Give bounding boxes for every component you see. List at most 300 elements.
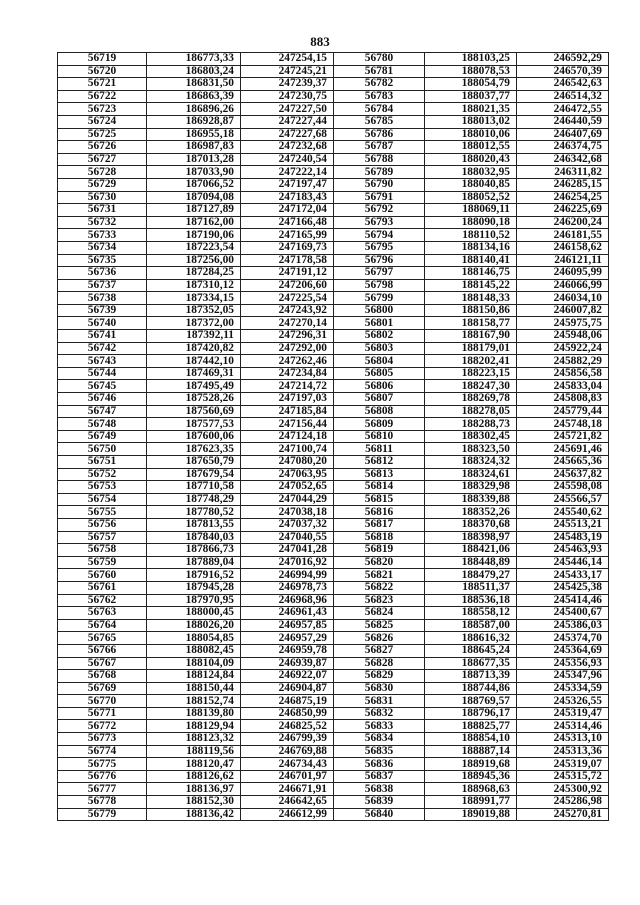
x-coordinate-left-cell: 186863,39 — [147, 90, 241, 103]
x-coordinate-left-cell: 186955,18 — [147, 128, 241, 141]
x-coordinate-right-cell: 188167,90 — [425, 330, 517, 343]
x-coordinate-right-cell: 188247,30 — [425, 380, 517, 393]
y-coordinate-left-cell: 247044,29 — [241, 493, 334, 506]
point-number-right-cell: 56801 — [334, 317, 425, 330]
y-coordinate-right-cell: 245334,59 — [517, 682, 609, 695]
point-number-right-cell: 56817 — [334, 518, 425, 531]
y-coordinate-right-cell: 246158,62 — [517, 241, 609, 254]
y-coordinate-left-cell: 247254,15 — [241, 53, 334, 66]
point-number-left-cell: 56731 — [58, 204, 147, 217]
y-coordinate-right-cell: 246095,99 — [517, 267, 609, 280]
y-coordinate-left-cell: 247239,37 — [241, 78, 334, 91]
y-coordinate-right-cell: 245833,04 — [517, 380, 609, 393]
x-coordinate-right-cell: 188040,85 — [425, 178, 517, 191]
table-row — [58, 607, 609, 620]
y-coordinate-left-cell: 247063,95 — [241, 468, 334, 481]
point-number-left-cell: 56776 — [58, 770, 147, 783]
x-coordinate-right-cell: 188179,01 — [425, 342, 517, 355]
x-coordinate-left-cell: 187013,28 — [147, 153, 241, 166]
x-coordinate-right-cell: 188010,06 — [425, 128, 517, 141]
point-number-left-cell: 56758 — [58, 544, 147, 557]
point-number-left-cell: 56767 — [58, 657, 147, 670]
table-row — [58, 90, 609, 103]
x-coordinate-left-cell: 187780,52 — [147, 506, 241, 519]
y-coordinate-right-cell: 245315,72 — [517, 770, 609, 783]
y-coordinate-right-cell: 245483,19 — [517, 531, 609, 544]
point-number-right-cell: 56834 — [334, 733, 425, 746]
y-coordinate-left-cell: 246671,91 — [241, 783, 334, 796]
y-coordinate-left-cell: 247052,65 — [241, 481, 334, 494]
y-coordinate-left-cell: 247227,50 — [241, 103, 334, 116]
y-coordinate-left-cell: 247166,48 — [241, 216, 334, 229]
y-coordinate-left-cell: 247243,92 — [241, 304, 334, 317]
y-coordinate-left-cell: 247016,92 — [241, 556, 334, 569]
table-row — [58, 644, 609, 657]
y-coordinate-right-cell: 245779,44 — [517, 405, 609, 418]
x-coordinate-right-cell: 188054,79 — [425, 78, 517, 91]
x-coordinate-left-cell: 188136,42 — [147, 808, 241, 821]
x-coordinate-right-cell: 188269,78 — [425, 393, 517, 406]
y-coordinate-right-cell: 245364,69 — [517, 644, 609, 657]
point-number-right-cell: 56822 — [334, 581, 425, 594]
point-number-right-cell: 56789 — [334, 166, 425, 179]
x-coordinate-left-cell: 188054,85 — [147, 632, 241, 645]
point-number-left-cell: 56754 — [58, 493, 147, 506]
x-coordinate-left-cell: 187310,12 — [147, 279, 241, 292]
point-number-right-cell: 56791 — [334, 191, 425, 204]
table-row — [58, 115, 609, 128]
y-coordinate-left-cell: 247037,32 — [241, 518, 334, 531]
y-coordinate-left-cell: 247234,84 — [241, 367, 334, 380]
table-row — [58, 632, 609, 645]
point-number-left-cell: 56760 — [58, 569, 147, 582]
x-coordinate-left-cell: 186773,33 — [147, 53, 241, 66]
x-coordinate-right-cell: 188150,86 — [425, 304, 517, 317]
x-coordinate-right-cell: 188324,32 — [425, 456, 517, 469]
y-coordinate-right-cell: 245313,36 — [517, 745, 609, 758]
point-number-left-cell: 56764 — [58, 619, 147, 632]
y-coordinate-left-cell: 246825,52 — [241, 720, 334, 733]
point-number-left-cell: 56746 — [58, 393, 147, 406]
table-row — [58, 342, 609, 355]
y-coordinate-left-cell: 246850,99 — [241, 707, 334, 720]
x-coordinate-right-cell: 188146,75 — [425, 267, 517, 280]
table-row — [58, 229, 609, 242]
point-number-left-cell: 56725 — [58, 128, 147, 141]
x-coordinate-left-cell: 187066,52 — [147, 178, 241, 191]
point-number-right-cell: 56796 — [334, 254, 425, 267]
x-coordinate-left-cell: 187127,89 — [147, 204, 241, 217]
table-row — [58, 292, 609, 305]
y-coordinate-left-cell: 246612,99 — [241, 808, 334, 821]
table-row — [58, 241, 609, 254]
y-coordinate-right-cell: 246570,39 — [517, 65, 609, 78]
x-coordinate-left-cell: 187352,05 — [147, 304, 241, 317]
point-number-right-cell: 56806 — [334, 380, 425, 393]
x-coordinate-right-cell: 188769,57 — [425, 695, 517, 708]
x-coordinate-right-cell: 188448,89 — [425, 556, 517, 569]
y-coordinate-left-cell: 247165,99 — [241, 229, 334, 242]
y-coordinate-left-cell: 246968,96 — [241, 594, 334, 607]
x-coordinate-left-cell: 187840,03 — [147, 531, 241, 544]
point-number-left-cell: 56733 — [58, 229, 147, 242]
x-coordinate-right-cell: 188511,37 — [425, 581, 517, 594]
table-row — [58, 796, 609, 809]
y-coordinate-left-cell: 247156,44 — [241, 418, 334, 431]
point-number-left-cell: 56768 — [58, 670, 147, 683]
x-coordinate-right-cell: 188677,35 — [425, 657, 517, 670]
coordinates-table — [57, 52, 609, 821]
x-coordinate-left-cell: 186803,24 — [147, 65, 241, 78]
x-coordinate-left-cell: 186987,83 — [147, 141, 241, 154]
y-coordinate-right-cell: 245414,46 — [517, 594, 609, 607]
point-number-left-cell: 56722 — [58, 90, 147, 103]
table-row — [58, 405, 609, 418]
y-coordinate-right-cell: 245566,57 — [517, 493, 609, 506]
point-number-left-cell: 56726 — [58, 141, 147, 154]
y-coordinate-right-cell: 245637,82 — [517, 468, 609, 481]
y-coordinate-right-cell: 245386,03 — [517, 619, 609, 632]
table-row — [58, 141, 609, 154]
y-coordinate-right-cell: 246066,99 — [517, 279, 609, 292]
table-row — [58, 78, 609, 91]
y-coordinate-right-cell: 245856,58 — [517, 367, 609, 380]
x-coordinate-right-cell: 188078,53 — [425, 65, 517, 78]
y-coordinate-right-cell: 246200,24 — [517, 216, 609, 229]
y-coordinate-right-cell: 246121,11 — [517, 254, 609, 267]
y-coordinate-left-cell: 247227,68 — [241, 128, 334, 141]
table-row — [58, 783, 609, 796]
x-coordinate-left-cell: 187334,15 — [147, 292, 241, 305]
point-number-right-cell: 56786 — [334, 128, 425, 141]
table-row — [58, 733, 609, 746]
point-number-left-cell: 56723 — [58, 103, 147, 116]
page-number: 883 — [310, 34, 330, 49]
y-coordinate-right-cell: 246514,32 — [517, 90, 609, 103]
y-coordinate-left-cell: 247124,18 — [241, 430, 334, 443]
x-coordinate-left-cell: 188026,20 — [147, 619, 241, 632]
y-coordinate-right-cell: 246034,10 — [517, 292, 609, 305]
table-row — [58, 808, 609, 821]
table-row — [58, 569, 609, 582]
y-coordinate-right-cell: 245540,62 — [517, 506, 609, 519]
y-coordinate-left-cell: 246769,88 — [241, 745, 334, 758]
table-row — [58, 216, 609, 229]
table-row — [58, 153, 609, 166]
point-number-right-cell: 56809 — [334, 418, 425, 431]
point-number-left-cell: 56777 — [58, 783, 147, 796]
x-coordinate-left-cell: 188082,45 — [147, 644, 241, 657]
x-coordinate-right-cell: 188090,18 — [425, 216, 517, 229]
table-row — [58, 770, 609, 783]
y-coordinate-left-cell: 246959,78 — [241, 644, 334, 657]
point-number-right-cell: 56785 — [334, 115, 425, 128]
point-number-left-cell: 56719 — [58, 53, 147, 66]
x-coordinate-right-cell: 188020,43 — [425, 153, 517, 166]
table-row — [58, 191, 609, 204]
y-coordinate-left-cell: 247232,68 — [241, 141, 334, 154]
y-coordinate-right-cell: 245313,10 — [517, 733, 609, 746]
point-number-right-cell: 56792 — [334, 204, 425, 217]
point-number-right-cell: 56805 — [334, 367, 425, 380]
x-coordinate-right-cell: 188713,39 — [425, 670, 517, 683]
y-coordinate-right-cell: 245300,92 — [517, 783, 609, 796]
point-number-right-cell: 56830 — [334, 682, 425, 695]
y-coordinate-right-cell: 245446,14 — [517, 556, 609, 569]
x-coordinate-right-cell: 188302,45 — [425, 430, 517, 443]
point-number-left-cell: 56771 — [58, 707, 147, 720]
point-number-left-cell: 56727 — [58, 153, 147, 166]
table-row — [58, 758, 609, 771]
y-coordinate-right-cell: 245270,81 — [517, 808, 609, 821]
point-number-left-cell: 56762 — [58, 594, 147, 607]
y-coordinate-right-cell: 246181,55 — [517, 229, 609, 242]
table-row — [58, 254, 609, 267]
point-number-right-cell: 56799 — [334, 292, 425, 305]
x-coordinate-right-cell: 188145,22 — [425, 279, 517, 292]
x-coordinate-left-cell: 187420,82 — [147, 342, 241, 355]
x-coordinate-right-cell: 188968,63 — [425, 783, 517, 796]
x-coordinate-right-cell: 188202,41 — [425, 355, 517, 368]
point-number-left-cell: 56779 — [58, 808, 147, 821]
table-row — [58, 493, 609, 506]
x-coordinate-right-cell: 189019,88 — [425, 808, 517, 821]
table-row — [58, 393, 609, 406]
table-row — [58, 103, 609, 116]
y-coordinate-left-cell: 246957,85 — [241, 619, 334, 632]
y-coordinate-right-cell: 246542,63 — [517, 78, 609, 91]
point-number-right-cell: 56818 — [334, 531, 425, 544]
x-coordinate-left-cell: 187162,00 — [147, 216, 241, 229]
y-coordinate-left-cell: 247080,20 — [241, 456, 334, 469]
y-coordinate-right-cell: 246342,68 — [517, 153, 609, 166]
point-number-left-cell: 56757 — [58, 531, 147, 544]
table-row — [58, 166, 609, 179]
point-number-left-cell: 56774 — [58, 745, 147, 758]
point-number-right-cell: 56811 — [334, 443, 425, 456]
table-row — [58, 178, 609, 191]
point-number-left-cell: 56766 — [58, 644, 147, 657]
y-coordinate-right-cell: 246007,82 — [517, 304, 609, 317]
point-number-left-cell: 56742 — [58, 342, 147, 355]
point-number-right-cell: 56835 — [334, 745, 425, 758]
point-number-right-cell: 56819 — [334, 544, 425, 557]
point-number-right-cell: 56795 — [334, 241, 425, 254]
x-coordinate-left-cell: 188150,44 — [147, 682, 241, 695]
y-coordinate-right-cell: 245356,93 — [517, 657, 609, 670]
point-number-right-cell: 56824 — [334, 607, 425, 620]
x-coordinate-right-cell: 188037,77 — [425, 90, 517, 103]
table-row — [58, 367, 609, 380]
y-coordinate-right-cell: 245314,46 — [517, 720, 609, 733]
table-row — [58, 594, 609, 607]
point-number-left-cell: 56739 — [58, 304, 147, 317]
table-row — [58, 531, 609, 544]
x-coordinate-right-cell: 188645,24 — [425, 644, 517, 657]
x-coordinate-right-cell: 188223,15 — [425, 367, 517, 380]
y-coordinate-left-cell: 247169,73 — [241, 241, 334, 254]
x-coordinate-right-cell: 188370,68 — [425, 518, 517, 531]
y-coordinate-left-cell: 246957,29 — [241, 632, 334, 645]
y-coordinate-right-cell: 246472,55 — [517, 103, 609, 116]
x-coordinate-right-cell: 188479,27 — [425, 569, 517, 582]
x-coordinate-left-cell: 187679,54 — [147, 468, 241, 481]
point-number-left-cell: 56773 — [58, 733, 147, 746]
x-coordinate-left-cell: 187916,52 — [147, 569, 241, 582]
point-number-left-cell: 56738 — [58, 292, 147, 305]
point-number-right-cell: 56781 — [334, 65, 425, 78]
x-coordinate-left-cell: 187094,08 — [147, 191, 241, 204]
y-coordinate-left-cell: 247197,47 — [241, 178, 334, 191]
x-coordinate-left-cell: 188139,80 — [147, 707, 241, 720]
point-number-right-cell: 56780 — [334, 53, 425, 66]
point-number-left-cell: 56761 — [58, 581, 147, 594]
point-number-left-cell: 56759 — [58, 556, 147, 569]
x-coordinate-left-cell: 187748,29 — [147, 493, 241, 506]
table-row — [58, 745, 609, 758]
point-number-right-cell: 56833 — [334, 720, 425, 733]
y-coordinate-left-cell: 247038,18 — [241, 506, 334, 519]
x-coordinate-right-cell: 188887,14 — [425, 745, 517, 758]
y-coordinate-left-cell: 247197,03 — [241, 393, 334, 406]
point-number-left-cell: 56748 — [58, 418, 147, 431]
point-number-left-cell: 56775 — [58, 758, 147, 771]
y-coordinate-right-cell: 245665,36 — [517, 456, 609, 469]
x-coordinate-left-cell: 187033,90 — [147, 166, 241, 179]
y-coordinate-left-cell: 247245,21 — [241, 65, 334, 78]
point-number-right-cell: 56816 — [334, 506, 425, 519]
point-number-right-cell: 56829 — [334, 670, 425, 683]
x-coordinate-right-cell: 188158,77 — [425, 317, 517, 330]
x-coordinate-right-cell: 188032,95 — [425, 166, 517, 179]
x-coordinate-left-cell: 186831,50 — [147, 78, 241, 91]
point-number-right-cell: 56840 — [334, 808, 425, 821]
x-coordinate-right-cell: 188323,50 — [425, 443, 517, 456]
point-number-right-cell: 56838 — [334, 783, 425, 796]
x-coordinate-left-cell: 188119,56 — [147, 745, 241, 758]
y-coordinate-right-cell: 246225,69 — [517, 204, 609, 217]
x-coordinate-left-cell: 187495,49 — [147, 380, 241, 393]
x-coordinate-right-cell: 188013,02 — [425, 115, 517, 128]
table-row — [58, 330, 609, 343]
y-coordinate-right-cell: 245400,67 — [517, 607, 609, 620]
y-coordinate-left-cell: 246734,43 — [241, 758, 334, 771]
y-coordinate-right-cell: 245374,70 — [517, 632, 609, 645]
table-row — [58, 128, 609, 141]
point-number-left-cell: 56772 — [58, 720, 147, 733]
point-number-right-cell: 56832 — [334, 707, 425, 720]
point-number-left-cell: 56721 — [58, 78, 147, 91]
x-coordinate-left-cell: 188000,45 — [147, 607, 241, 620]
y-coordinate-left-cell: 247040,55 — [241, 531, 334, 544]
x-coordinate-right-cell: 188421,06 — [425, 544, 517, 557]
y-coordinate-left-cell: 247178,58 — [241, 254, 334, 267]
y-coordinate-right-cell: 246592,29 — [517, 53, 609, 66]
x-coordinate-right-cell: 188134,16 — [425, 241, 517, 254]
y-coordinate-right-cell: 245948,06 — [517, 330, 609, 343]
point-number-left-cell: 56720 — [58, 65, 147, 78]
x-coordinate-right-cell: 188616,32 — [425, 632, 517, 645]
y-coordinate-left-cell: 247183,43 — [241, 191, 334, 204]
point-number-left-cell: 56765 — [58, 632, 147, 645]
x-coordinate-left-cell: 187650,79 — [147, 456, 241, 469]
table-row — [58, 430, 609, 443]
y-coordinate-right-cell: 245463,93 — [517, 544, 609, 557]
table-row — [58, 619, 609, 632]
point-number-left-cell: 56753 — [58, 481, 147, 494]
point-number-right-cell: 56827 — [334, 644, 425, 657]
y-coordinate-left-cell: 246642,65 — [241, 796, 334, 809]
x-coordinate-right-cell: 188854,10 — [425, 733, 517, 746]
table-row — [58, 581, 609, 594]
point-number-right-cell: 56798 — [334, 279, 425, 292]
point-number-left-cell: 56737 — [58, 279, 147, 292]
point-number-right-cell: 56815 — [334, 493, 425, 506]
point-number-left-cell: 56750 — [58, 443, 147, 456]
y-coordinate-left-cell: 247296,31 — [241, 330, 334, 343]
y-coordinate-right-cell: 245975,75 — [517, 317, 609, 330]
x-coordinate-right-cell: 188329,98 — [425, 481, 517, 494]
x-coordinate-right-cell: 188825,77 — [425, 720, 517, 733]
table-row — [58, 506, 609, 519]
point-number-left-cell: 56728 — [58, 166, 147, 179]
x-coordinate-left-cell: 187392,11 — [147, 330, 241, 343]
table-row — [58, 682, 609, 695]
point-number-right-cell: 56787 — [334, 141, 425, 154]
table-row — [58, 468, 609, 481]
y-coordinate-left-cell: 247225,54 — [241, 292, 334, 305]
point-number-right-cell: 56804 — [334, 355, 425, 368]
point-number-left-cell: 56756 — [58, 518, 147, 531]
x-coordinate-left-cell: 187469,31 — [147, 367, 241, 380]
x-coordinate-right-cell: 188012,55 — [425, 141, 517, 154]
x-coordinate-right-cell: 188398,97 — [425, 531, 517, 544]
x-coordinate-left-cell: 187945,28 — [147, 581, 241, 594]
point-number-left-cell: 56743 — [58, 355, 147, 368]
y-coordinate-right-cell: 245425,38 — [517, 581, 609, 594]
x-coordinate-right-cell: 188103,25 — [425, 53, 517, 66]
y-coordinate-left-cell: 247240,54 — [241, 153, 334, 166]
point-number-right-cell: 56794 — [334, 229, 425, 242]
table-row — [58, 481, 609, 494]
point-number-right-cell: 56797 — [334, 267, 425, 280]
y-coordinate-right-cell: 245326,55 — [517, 695, 609, 708]
x-coordinate-left-cell: 188104,09 — [147, 657, 241, 670]
table-row — [58, 518, 609, 531]
x-coordinate-right-cell: 188796,17 — [425, 707, 517, 720]
point-number-left-cell: 56770 — [58, 695, 147, 708]
y-coordinate-left-cell: 247172,04 — [241, 204, 334, 217]
y-coordinate-left-cell: 247185,84 — [241, 405, 334, 418]
point-number-right-cell: 56803 — [334, 342, 425, 355]
point-number-right-cell: 56813 — [334, 468, 425, 481]
y-coordinate-right-cell: 245721,82 — [517, 430, 609, 443]
x-coordinate-right-cell: 188110,52 — [425, 229, 517, 242]
x-coordinate-left-cell: 188152,74 — [147, 695, 241, 708]
point-number-left-cell: 56751 — [58, 456, 147, 469]
table-row — [58, 279, 609, 292]
y-coordinate-right-cell: 245319,07 — [517, 758, 609, 771]
table-row — [58, 267, 609, 280]
x-coordinate-left-cell: 187372,00 — [147, 317, 241, 330]
x-coordinate-right-cell: 188324,61 — [425, 468, 517, 481]
table-row — [58, 53, 609, 66]
y-coordinate-left-cell: 247227,44 — [241, 115, 334, 128]
x-coordinate-right-cell: 188919,68 — [425, 758, 517, 771]
point-number-left-cell: 56729 — [58, 178, 147, 191]
point-number-left-cell: 56741 — [58, 330, 147, 343]
y-coordinate-right-cell: 245513,21 — [517, 518, 609, 531]
